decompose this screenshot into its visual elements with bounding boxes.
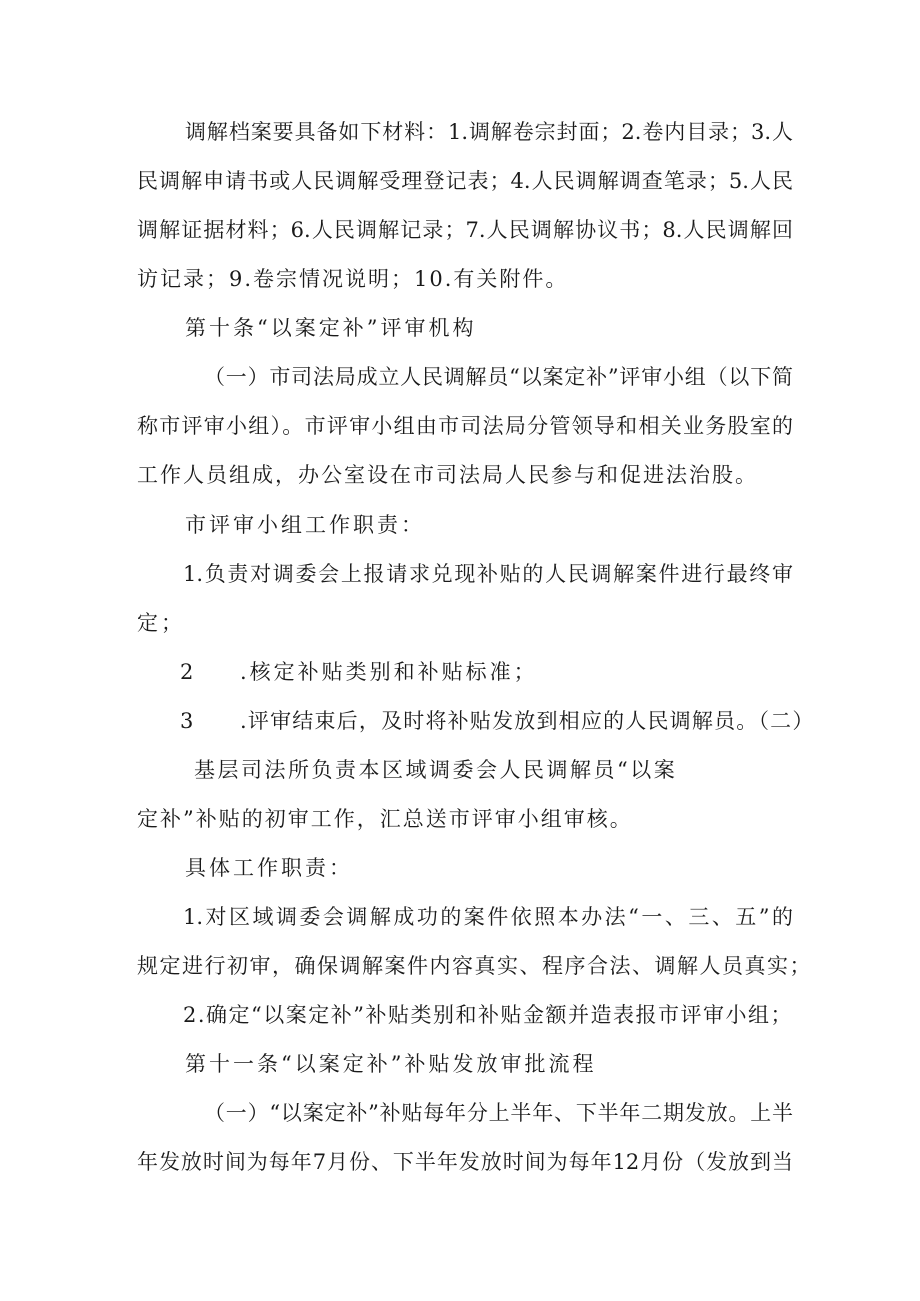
- text-line: .评审结束后，及时将补贴发放到相应的人民调解员。（二）: [240, 709, 815, 733]
- section-heading: 第十一条“以案定补”补贴发放审批流程: [185, 1052, 597, 1076]
- text-line: 定补”补贴的初审工作，汇总送市评审小组审核。: [137, 807, 633, 831]
- text-line: 2.确定“以案定补”补贴类别和补贴金额并造表报市评审小组；: [183, 1003, 794, 1027]
- text-line: 调解档案要具备如下材料：1.调解卷宗封面；2.卷内目录；3.人: [185, 120, 793, 144]
- text-line: 规定进行初审，确保调解案件内容真实、程序合法、调解人员真实；: [137, 954, 812, 978]
- text-line: 访记录；9.卷宗情况说明；10.有关附件。: [137, 267, 569, 291]
- text-line: （一）市司法局成立人民调解员“以案定补”评审小组（以下简: [204, 365, 793, 389]
- text-line: 年发放时间为每年7月份、下半年发放时间为每年12月份（发放到当: [137, 1150, 793, 1174]
- list-number: 3: [180, 709, 197, 733]
- section-heading: 第十条“以案定补”评审机构: [185, 316, 477, 340]
- text-line: 具体工作职责：: [185, 856, 353, 880]
- text-line: .核定补贴类别和补贴标准；: [240, 660, 538, 684]
- text-line: 1.对区域调委会调解成功的案件依照本办法“一、三、五”的: [183, 905, 793, 929]
- text-line: （一）“以案定补”补贴每年分上半年、下半年二期发放。上半: [204, 1101, 793, 1125]
- text-line: 称市评审小组）。市评审小组由市司法局分管领导和相关业务股室的: [137, 414, 793, 438]
- text-line: 民调解申请书或人民调解受理登记表；4.人民调解调查笔录；5.人民: [137, 169, 793, 193]
- text-line: 1.负责对调委会上报请求兑现补贴的人民调解案件进行最终审: [183, 562, 793, 586]
- text-line: 定；: [137, 611, 185, 635]
- text-line: 市评审小组工作职责：: [185, 513, 425, 537]
- list-number: 2: [180, 660, 197, 684]
- text-line: 工作人员组成，办公室设在市司法局人民参与和促进法治股。: [137, 463, 758, 487]
- text-line: 调解证据材料；6.人民调解记录；7.人民调解协议书；8.人民调解回: [137, 218, 793, 242]
- text-line: 基层司法所负责本区域调委会人民调解员“以案: [194, 758, 678, 782]
